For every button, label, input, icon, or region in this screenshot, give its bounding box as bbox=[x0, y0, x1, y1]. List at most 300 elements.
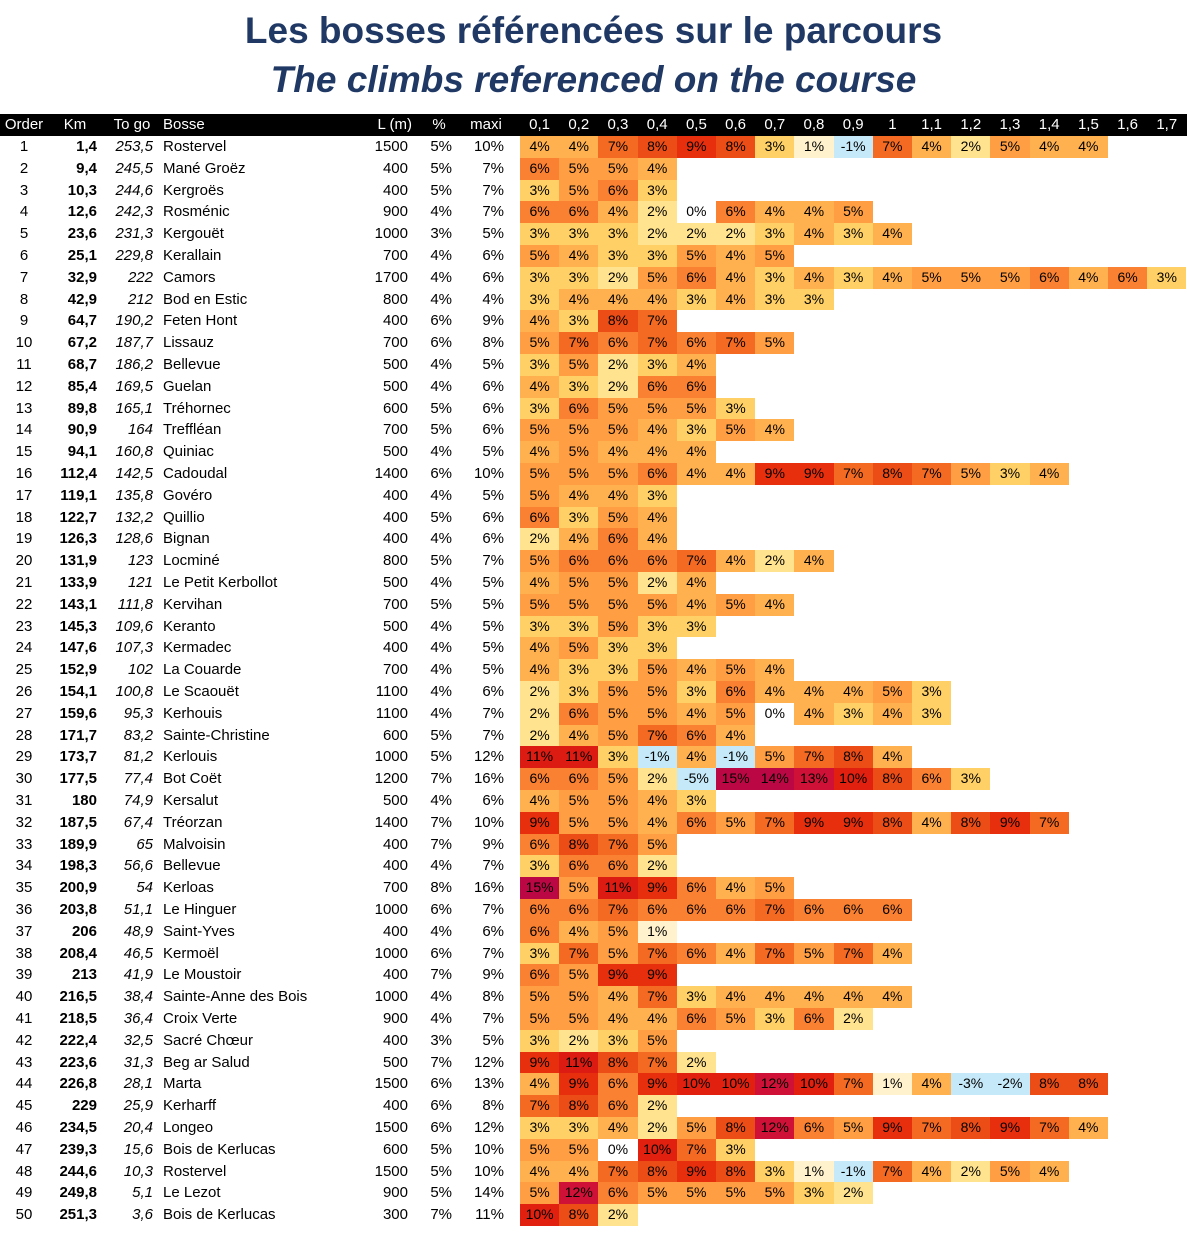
max-gradient-cell: 7% bbox=[482, 857, 504, 875]
climb-name-cell: Croix Verte bbox=[163, 1010, 238, 1027]
gradient-cell: 4% bbox=[716, 877, 755, 899]
header-distance-0-7: 0,7 bbox=[764, 116, 786, 133]
avg-gradient-cell: 3% bbox=[430, 225, 452, 243]
gradient-cell: 10% bbox=[638, 1139, 677, 1161]
max-gradient-cell: 12% bbox=[473, 1053, 504, 1071]
km-cell: 25,1 bbox=[67, 247, 97, 264]
gradient-cell: 5% bbox=[677, 1117, 716, 1139]
gradient-cell: 4% bbox=[638, 419, 677, 441]
avg-gradient-cell: 4% bbox=[430, 530, 452, 548]
gradient-cell: 6% bbox=[559, 550, 598, 572]
order-cell: 17 bbox=[15, 486, 33, 504]
to-go-cell: 244,6 bbox=[115, 181, 153, 199]
length-cell: 1400 bbox=[374, 813, 408, 831]
km-cell: 94,1 bbox=[67, 443, 97, 461]
gradient-cell: 6% bbox=[520, 921, 559, 943]
gradient-cell: 6% bbox=[598, 528, 637, 550]
km-cell: 173,7 bbox=[59, 748, 97, 766]
gradient-cell: 3% bbox=[520, 223, 559, 245]
chart-subtitle: The climbs referenced on the course bbox=[270, 59, 917, 100]
gradient-cell: 6% bbox=[677, 812, 716, 834]
order-cell: 6 bbox=[19, 247, 29, 264]
gradient-cell: 4% bbox=[598, 485, 637, 507]
climb-name-cell: Lissauz bbox=[163, 334, 214, 352]
to-go-cell: 5,1 bbox=[132, 1184, 153, 1202]
gradient-cell: 3% bbox=[755, 289, 794, 311]
max-gradient-cell: 7% bbox=[482, 1010, 504, 1027]
gradient-cell: 5% bbox=[755, 332, 794, 354]
order-cell: 40 bbox=[15, 988, 33, 1006]
gradient-cell: 6% bbox=[716, 681, 755, 703]
gradient-cell: 4% bbox=[716, 245, 755, 267]
header-pct: % bbox=[432, 116, 446, 133]
to-go-cell: 160,8 bbox=[115, 443, 153, 461]
gradient-cell: 7% bbox=[638, 310, 677, 332]
to-go-cell: 38,4 bbox=[123, 988, 153, 1006]
avg-gradient-cell: 7% bbox=[430, 770, 452, 788]
km-cell: 1,4 bbox=[76, 138, 97, 155]
to-go-cell: 32,5 bbox=[123, 1031, 153, 1049]
climb-name-cell: Guelan bbox=[163, 377, 212, 395]
order-cell: 22 bbox=[15, 595, 33, 613]
gradient-cell: 5% bbox=[598, 790, 637, 812]
gradient-cell: 3% bbox=[520, 267, 559, 289]
km-cell: 171,7 bbox=[59, 726, 97, 744]
gradient-cell: 3% bbox=[598, 245, 637, 267]
gradient-cell: 6% bbox=[520, 899, 559, 921]
gradient-cell: 6% bbox=[794, 1008, 833, 1030]
km-cell: 218,5 bbox=[59, 1010, 97, 1027]
avg-gradient-cell: 5% bbox=[430, 595, 452, 613]
to-go-cell: 3,6 bbox=[132, 1206, 153, 1224]
avg-gradient-cell: 4% bbox=[430, 988, 452, 1006]
gradient-cell: 12% bbox=[755, 1117, 794, 1139]
gradient-cell: 1% bbox=[794, 136, 833, 158]
order-cell: 43 bbox=[15, 1053, 33, 1071]
order-cell: 5 bbox=[19, 225, 29, 243]
length-cell: 400 bbox=[382, 159, 408, 177]
gradient-cell: 5% bbox=[598, 507, 637, 529]
gradient-cell: 2% bbox=[834, 1182, 873, 1204]
climb-name-cell: Feten Hont bbox=[163, 312, 238, 330]
gradient-cell: 4% bbox=[559, 289, 598, 311]
gradient-cell: 4% bbox=[794, 986, 833, 1008]
order-cell: 30 bbox=[15, 770, 33, 788]
gradient-cell: 6% bbox=[559, 855, 598, 877]
gradient-cell: 3% bbox=[755, 267, 794, 289]
gradient-cell: 5% bbox=[598, 921, 637, 943]
gradient-cell: 9% bbox=[559, 1073, 598, 1095]
length-cell: 500 bbox=[382, 792, 408, 809]
length-cell: 500 bbox=[382, 1053, 408, 1071]
order-cell: 29 bbox=[15, 748, 33, 766]
gradient-cell: 7% bbox=[1030, 812, 1069, 834]
gradient-cell: 7% bbox=[834, 943, 873, 965]
gradient-cell: 6% bbox=[716, 201, 755, 223]
length-cell: 1100 bbox=[375, 683, 408, 700]
gradient-cell: 2% bbox=[638, 572, 677, 594]
gradient-cell: 7% bbox=[559, 943, 598, 965]
km-cell: 9,4 bbox=[76, 159, 97, 177]
km-cell: 222,4 bbox=[59, 1031, 97, 1049]
climb-name-cell: Kermadec bbox=[163, 639, 232, 657]
gradient-cell: 4% bbox=[716, 289, 755, 311]
gradient-cell: 2% bbox=[598, 267, 637, 289]
max-gradient-cell: 10% bbox=[473, 1162, 504, 1180]
climb-name-cell: Bois de Kerlucas bbox=[163, 1206, 276, 1224]
order-cell: 36 bbox=[15, 901, 33, 918]
gradient-cell: -1% bbox=[716, 746, 755, 768]
avg-gradient-cell: 4% bbox=[430, 247, 452, 264]
gradient-cell: 4% bbox=[520, 637, 559, 659]
gradient-cell: 4% bbox=[794, 550, 833, 572]
header-maxi: maxi bbox=[470, 116, 502, 133]
gradient-cell: 6% bbox=[638, 550, 677, 572]
length-cell: 500 bbox=[382, 574, 408, 591]
gradient-cell: 6% bbox=[638, 376, 677, 398]
km-cell: 187,5 bbox=[59, 813, 97, 831]
climb-name-cell: Le Scaouët bbox=[163, 683, 239, 700]
climb-name-cell: Rosménic bbox=[163, 203, 230, 221]
gradient-cell: 5% bbox=[520, 332, 559, 354]
gradient-cell: 5% bbox=[520, 986, 559, 1008]
max-gradient-cell: 6% bbox=[482, 421, 504, 439]
gradient-cell: -1% bbox=[638, 746, 677, 768]
gradient-cell: 5% bbox=[834, 201, 873, 223]
gradient-cell: 5% bbox=[716, 812, 755, 834]
gradient-cell: 4% bbox=[520, 790, 559, 812]
avg-gradient-cell: 4% bbox=[430, 857, 452, 875]
gradient-cell: 3% bbox=[520, 180, 559, 202]
km-cell: 251,3 bbox=[59, 1206, 97, 1224]
gradient-cell: 7% bbox=[598, 1161, 637, 1183]
gradient-cell: 9% bbox=[598, 964, 637, 986]
gradient-cell: 5% bbox=[559, 637, 598, 659]
gradient-cell: 2% bbox=[520, 703, 559, 725]
max-gradient-cell: 8% bbox=[482, 988, 504, 1006]
length-cell: 1000 bbox=[374, 944, 408, 962]
gradient-cell: 5% bbox=[559, 419, 598, 441]
gradient-cell: 3% bbox=[520, 398, 559, 420]
gradient-cell: 4% bbox=[716, 986, 755, 1008]
max-gradient-cell: 13% bbox=[473, 1075, 504, 1093]
gradient-cell: 4% bbox=[873, 703, 912, 725]
gradient-cell: 3% bbox=[677, 790, 716, 812]
order-cell: 38 bbox=[15, 944, 33, 962]
gradient-cell: 5% bbox=[598, 158, 637, 180]
gradient-cell: 2% bbox=[951, 1161, 990, 1183]
avg-gradient-cell: 5% bbox=[430, 138, 452, 155]
max-gradient-cell: 6% bbox=[482, 399, 504, 417]
climb-name-cell: Tréorzan bbox=[163, 813, 223, 831]
gradient-cell: 6% bbox=[794, 899, 833, 921]
to-go-cell: 25,9 bbox=[123, 1097, 153, 1115]
gradient-cell: 2% bbox=[638, 1117, 677, 1139]
order-cell: 37 bbox=[15, 922, 33, 940]
gradient-cell: 12% bbox=[755, 1073, 794, 1095]
gradient-cell: 3% bbox=[794, 289, 833, 311]
gradient-cell: 2% bbox=[638, 768, 677, 790]
climb-name-cell: Kergouët bbox=[163, 225, 224, 243]
max-gradient-cell: 10% bbox=[473, 465, 504, 482]
gradient-cell: 2% bbox=[598, 354, 637, 376]
gradient-cell: 4% bbox=[559, 1161, 598, 1183]
gradient-cell: 4% bbox=[638, 158, 677, 180]
to-go-cell: 74,9 bbox=[123, 792, 153, 809]
gradient-cell: 7% bbox=[912, 463, 951, 485]
to-go-cell: 242,3 bbox=[115, 203, 153, 221]
to-go-cell: 165,1 bbox=[115, 399, 153, 417]
max-gradient-cell: 11% bbox=[475, 1206, 504, 1224]
max-gradient-cell: 9% bbox=[482, 312, 504, 330]
gradient-cell: 4% bbox=[794, 267, 833, 289]
gradient-cell: 4% bbox=[873, 746, 912, 768]
avg-gradient-cell: 4% bbox=[430, 617, 452, 635]
gradient-cell: 4% bbox=[520, 376, 559, 398]
gradient-cell: 9% bbox=[990, 812, 1029, 834]
gradient-cell: 2% bbox=[638, 201, 677, 223]
to-go-cell: 46,5 bbox=[123, 944, 153, 962]
gradient-cell: 11% bbox=[559, 746, 598, 768]
gradient-cell: 8% bbox=[598, 310, 637, 332]
km-cell: 244,6 bbox=[59, 1162, 97, 1180]
gradient-cell: 7% bbox=[873, 1161, 912, 1183]
avg-gradient-cell: 4% bbox=[430, 443, 452, 461]
gradient-cell: 6% bbox=[598, 180, 637, 202]
gradient-cell: 2% bbox=[520, 681, 559, 703]
gradient-cell: 15% bbox=[716, 768, 755, 790]
gradient-cell: 6% bbox=[716, 899, 755, 921]
gradient-cell: 4% bbox=[755, 201, 794, 223]
avg-gradient-cell: 7% bbox=[430, 835, 452, 853]
length-cell: 1400 bbox=[374, 465, 408, 482]
order-cell: 13 bbox=[15, 399, 33, 417]
avg-gradient-cell: 4% bbox=[430, 792, 452, 809]
gradient-cell: 12% bbox=[559, 1182, 598, 1204]
max-gradient-cell: 7% bbox=[482, 944, 504, 962]
order-cell: 24 bbox=[15, 639, 33, 657]
gradient-cell: 3% bbox=[716, 398, 755, 420]
header-order: Order bbox=[4, 116, 44, 133]
length-cell: 800 bbox=[382, 552, 408, 570]
gradient-cell: 7% bbox=[1030, 1117, 1069, 1139]
km-cell: 90,9 bbox=[67, 421, 97, 439]
to-go-cell: 83,2 bbox=[123, 726, 153, 744]
km-cell: 159,6 bbox=[59, 704, 97, 722]
max-gradient-cell: 6% bbox=[482, 530, 504, 548]
avg-gradient-cell: 5% bbox=[430, 399, 452, 417]
climb-name-cell: Le Moustoir bbox=[163, 966, 242, 984]
gradient-cell: 3% bbox=[598, 1030, 637, 1052]
max-gradient-cell: 8% bbox=[482, 1097, 504, 1115]
gradient-cell: 3% bbox=[834, 703, 873, 725]
gradient-cell: 2% bbox=[638, 223, 677, 245]
gradient-cell: 4% bbox=[755, 659, 794, 681]
gradient-cell: 8% bbox=[559, 1095, 598, 1117]
climb-name-cell: Kermoël bbox=[163, 944, 219, 962]
header-distance-0-9: 0,9 bbox=[842, 116, 864, 133]
gradient-cell: 3% bbox=[755, 1008, 794, 1030]
gradient-cell: 5% bbox=[677, 245, 716, 267]
gradient-cell: 4% bbox=[559, 921, 598, 943]
avg-gradient-cell: 5% bbox=[430, 1184, 452, 1202]
gradient-cell: 4% bbox=[638, 289, 677, 311]
avg-gradient-cell: 4% bbox=[430, 1010, 452, 1027]
gradient-cell: 5% bbox=[638, 594, 677, 616]
order-cell: 12 bbox=[15, 377, 33, 395]
length-cell: 1500 bbox=[374, 1162, 408, 1180]
km-cell: 226,8 bbox=[59, 1075, 97, 1093]
gradient-cell: 5% bbox=[598, 703, 637, 725]
avg-gradient-cell: 3% bbox=[430, 1031, 452, 1049]
climb-name-cell: Kergroës bbox=[163, 181, 224, 199]
gradient-cell: 4% bbox=[638, 528, 677, 550]
gradient-cell: 4% bbox=[834, 986, 873, 1008]
gradient-cell: -1% bbox=[834, 136, 873, 158]
max-gradient-cell: 7% bbox=[482, 901, 504, 918]
gradient-cell: 4% bbox=[716, 725, 755, 747]
gradient-cell: 3% bbox=[598, 659, 637, 681]
to-go-cell: 222 bbox=[127, 268, 153, 286]
climb-name-cell: Kerloas bbox=[163, 879, 214, 897]
gradient-cell: 5% bbox=[638, 398, 677, 420]
gradient-cell: 4% bbox=[638, 441, 677, 463]
max-gradient-cell: 7% bbox=[482, 181, 504, 199]
gradient-cell: 13% bbox=[794, 768, 833, 790]
to-go-cell: 128,6 bbox=[115, 530, 153, 548]
km-cell: 198,3 bbox=[59, 857, 97, 875]
climb-name-cell: Quiniac bbox=[163, 443, 214, 461]
length-cell: 900 bbox=[382, 1184, 408, 1202]
km-cell: 152,9 bbox=[59, 661, 97, 679]
gradient-cell: 5% bbox=[716, 1008, 755, 1030]
gradient-cell: 5% bbox=[559, 572, 598, 594]
gradient-cell: 5% bbox=[520, 550, 559, 572]
avg-gradient-cell: 4% bbox=[430, 683, 452, 700]
km-cell: 239,3 bbox=[59, 1140, 97, 1158]
gradient-cell: 4% bbox=[598, 1008, 637, 1030]
length-cell: 400 bbox=[382, 486, 408, 504]
gradient-cell: 1% bbox=[638, 921, 677, 943]
order-cell: 20 bbox=[15, 552, 33, 570]
to-go-cell: 65 bbox=[136, 835, 153, 853]
gradient-cell: 3% bbox=[559, 1117, 598, 1139]
length-cell: 700 bbox=[382, 247, 408, 264]
gradient-cell: 8% bbox=[951, 1117, 990, 1139]
gradient-cell: 3% bbox=[912, 681, 951, 703]
length-cell: 400 bbox=[382, 922, 408, 940]
gradient-cell: 7% bbox=[520, 1095, 559, 1117]
length-cell: 600 bbox=[382, 399, 408, 417]
gradient-cell: 7% bbox=[598, 136, 637, 158]
order-cell: 26 bbox=[15, 683, 33, 700]
climb-name-cell: Bod en Estic bbox=[163, 290, 248, 308]
gradient-cell: 3% bbox=[598, 637, 637, 659]
order-cell: 1 bbox=[19, 138, 29, 155]
avg-gradient-cell: 7% bbox=[430, 1053, 452, 1071]
order-cell: 35 bbox=[15, 879, 33, 897]
gradient-cell: 5% bbox=[716, 594, 755, 616]
avg-gradient-cell: 4% bbox=[430, 356, 452, 373]
max-gradient-cell: 6% bbox=[482, 683, 504, 700]
length-cell: 600 bbox=[382, 1140, 408, 1158]
km-cell: 180 bbox=[71, 792, 97, 809]
gradient-cell: 3% bbox=[755, 1161, 794, 1183]
gradient-cell: 3% bbox=[638, 245, 677, 267]
km-cell: 200,9 bbox=[59, 879, 97, 897]
to-go-cell: 81,2 bbox=[123, 748, 153, 766]
max-gradient-cell: 16% bbox=[473, 770, 504, 788]
km-cell: 131,9 bbox=[59, 552, 97, 570]
max-gradient-cell: 7% bbox=[482, 159, 504, 177]
gradient-cell: 4% bbox=[559, 725, 598, 747]
gradient-cell: 3% bbox=[677, 419, 716, 441]
avg-gradient-cell: 4% bbox=[430, 574, 452, 591]
gradient-cell: 9% bbox=[677, 136, 716, 158]
gradient-cell: 8% bbox=[873, 768, 912, 790]
gradient-cell: 4% bbox=[873, 986, 912, 1008]
to-go-cell: 48,9 bbox=[123, 922, 153, 940]
gradient-cell: 0% bbox=[755, 703, 794, 725]
gradient-cell: 7% bbox=[598, 899, 637, 921]
chart-titles bbox=[0, 0, 1187, 114]
km-cell: 216,5 bbox=[59, 988, 97, 1006]
length-cell: 400 bbox=[382, 835, 408, 853]
gradient-cell: 0% bbox=[598, 1139, 637, 1161]
gradient-cell: 8% bbox=[1069, 1073, 1108, 1095]
climb-name-cell: Kerharff bbox=[163, 1097, 217, 1115]
gradient-cell: 5% bbox=[559, 180, 598, 202]
length-cell: 400 bbox=[382, 530, 408, 548]
gradient-cell: 3% bbox=[559, 310, 598, 332]
gradient-cell: 3% bbox=[598, 223, 637, 245]
header-distance-1: 1 bbox=[888, 116, 897, 133]
km-cell: 67,2 bbox=[67, 334, 97, 352]
order-cell: 14 bbox=[15, 421, 33, 439]
km-cell: 10,3 bbox=[67, 181, 97, 199]
gradient-cell: 4% bbox=[598, 441, 637, 463]
gradient-cell: 9% bbox=[834, 812, 873, 834]
gradient-cell: 6% bbox=[559, 201, 598, 223]
to-go-cell: 109,6 bbox=[115, 617, 153, 635]
gradient-cell: 5% bbox=[559, 441, 598, 463]
max-gradient-cell: 7% bbox=[482, 704, 504, 722]
gradient-cell: 5% bbox=[755, 1182, 794, 1204]
gradient-cell: 3% bbox=[677, 289, 716, 311]
gradient-cell: 10% bbox=[716, 1073, 755, 1095]
gradient-cell: 3% bbox=[559, 376, 598, 398]
km-cell: 122,7 bbox=[59, 508, 97, 526]
to-go-cell: 10,3 bbox=[123, 1162, 153, 1180]
order-cell: 41 bbox=[15, 1010, 33, 1027]
climb-name-cell: Bot Coët bbox=[163, 770, 222, 788]
gradient-cell: 5% bbox=[598, 943, 637, 965]
gradient-cell: 6% bbox=[598, 550, 637, 572]
avg-gradient-cell: 6% bbox=[430, 312, 452, 330]
length-cell: 1500 bbox=[374, 1119, 408, 1136]
gradient-cell: 6% bbox=[598, 332, 637, 354]
max-gradient-cell: 5% bbox=[482, 225, 504, 243]
gradient-cell: 4% bbox=[677, 354, 716, 376]
avg-gradient-cell: 5% bbox=[430, 1140, 452, 1158]
max-gradient-cell: 7% bbox=[482, 552, 504, 570]
gradient-cell: 4% bbox=[912, 812, 951, 834]
order-cell: 47 bbox=[15, 1140, 33, 1158]
km-cell: 203,8 bbox=[59, 901, 97, 918]
gradient-cell: 5% bbox=[638, 834, 677, 856]
climb-name-cell: Camors bbox=[163, 268, 216, 286]
climb-name-cell: Cadoudal bbox=[163, 465, 228, 482]
